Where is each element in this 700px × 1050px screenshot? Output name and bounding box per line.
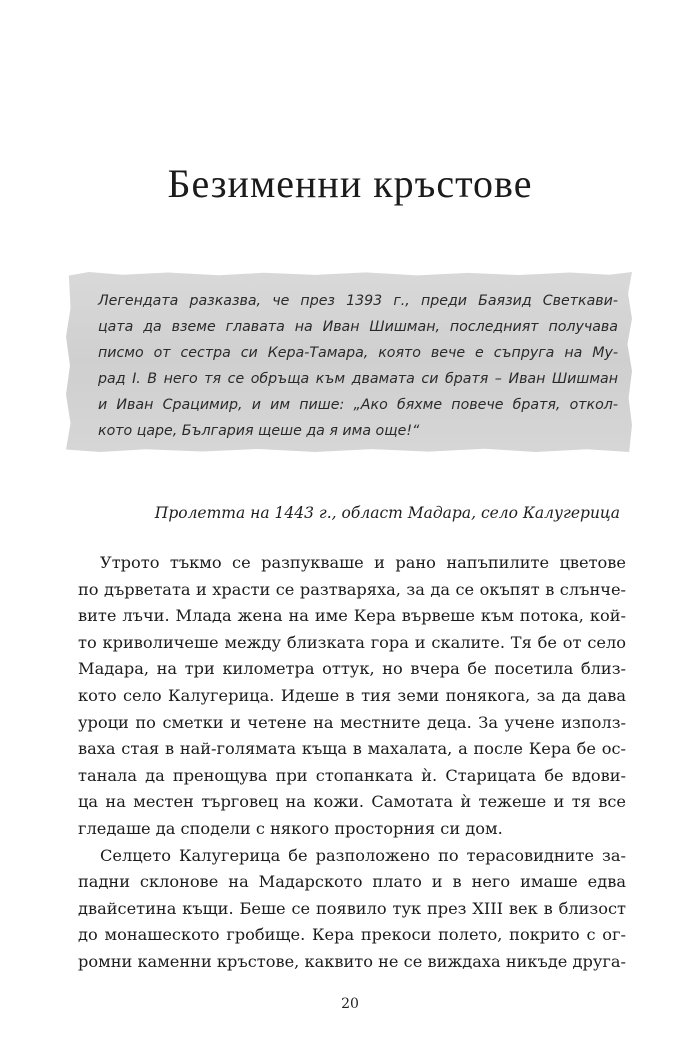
paragraph-1-line: Утрото тъкмо се разпукваше и рано напъпилите цветове <box>100 553 626 572</box>
paragraph-2-line: падни склонове на Мадарското плато и в него имаше едва <box>78 872 626 892</box>
page-number: 20 <box>341 996 359 1012</box>
paragraph-1-line: уроци по сметки и четене на местните деца. За учене използ- <box>78 712 626 732</box>
paragraph-1-line: по дърветата и храсти се разтваряха, за да се окъпят в слънче- <box>78 579 626 599</box>
legend-line: писмо от сестра си Кера-Тамара, която вече е съпруга на Му- <box>98 345 618 361</box>
dateline: Пролетта на 1443 г., област Мадара, село Калугерица <box>154 504 620 522</box>
legend-line: Легендата разказва, че през 1393 г., преди Баязид Светкави- <box>98 293 618 309</box>
body-text <box>78 550 626 976</box>
paragraph-1-line: вите лъчи. Млада жена на име Кера вървеше към потока, кой- <box>78 606 626 626</box>
paragraph-1-line: ваха стая в най-голямата къща в махалата, а после Кера бе ос- <box>78 739 626 759</box>
paragraph-1-line: гледаше да сподели с някого просторния си дом. <box>78 818 503 838</box>
legend-line: кото царе, България щеше да я има още!“ <box>98 423 420 439</box>
legend-line: цата да вземе главата на Иван Шишман, последният получава <box>98 319 618 335</box>
chapter-title: Безименни кръстове <box>167 161 533 206</box>
legend-line: и Иван Срацимир, и им пише: „Ако бяхме повече братя, откол- <box>98 397 618 413</box>
paragraph-1-line: танала да пренощува при стопанката ѝ. Старицата бе вдови- <box>78 765 626 785</box>
legend-epigraph <box>98 288 618 444</box>
paragraph-1-line: то криволичеше между близката гора и скалите. Тя бе от село <box>78 632 626 652</box>
legend-line: рад I. В него тя се обръща към двамата си братя – Иван Шишман <box>98 371 618 387</box>
paragraph-1-line: Мадара, на три километра оттук, но вчера бе посетила близ- <box>78 659 626 679</box>
paragraph-2-line: ромни каменни кръстове, каквито не се виждаха никъде друга- <box>78 951 626 971</box>
paragraph-1-line: ца на местен търговец на кожи. Самотата ѝ тежеше и тя все <box>78 792 626 812</box>
paragraph-1-line: кото село Калугерица. Идеше в тия земи понякога, за да дава <box>78 685 626 705</box>
paragraph-2-line: до монашеското гробище. Кера прекоси полето, покрито с ог- <box>78 925 626 945</box>
paragraph-2-line: двайсетина къщи. Беше се появило тук през XIII век в близост <box>78 898 626 918</box>
paragraph-2-line: Селцето Калугерица бе разположено по терасовидните за- <box>100 845 626 865</box>
